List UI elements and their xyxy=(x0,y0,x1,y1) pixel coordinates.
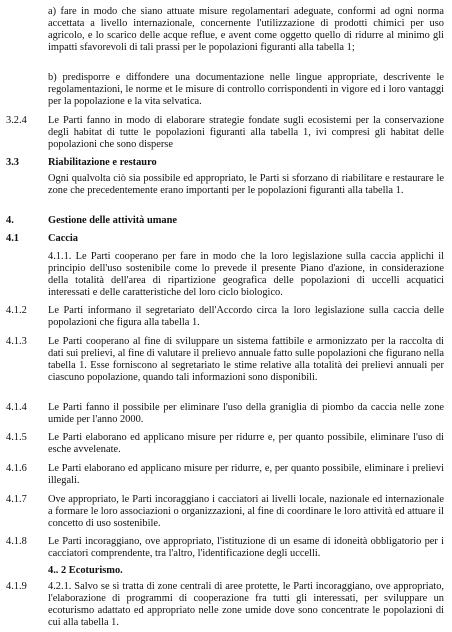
clause-number: 3.2.4 xyxy=(6,115,27,126)
section-3-3-heading xyxy=(0,157,444,169)
clause-text: Le Parti elaborano ed applicano misure per ridurre, e, per quanto possibile, eliminare i prelievi illegali. xyxy=(48,463,444,486)
clause-4-1-4 xyxy=(0,402,444,426)
section-number: 3.3 xyxy=(6,157,19,168)
section-number: 4. xyxy=(6,215,14,226)
item-b xyxy=(48,72,444,108)
clause-text: Ove appropriato, le Parti incoraggiano i cacciatori ai livelli locale, nazionale ed internazionale a formare le loro associazioni o organizzazioni, al fine di coordinare le loro attività ed attuare il concetto di uso sostenibile. xyxy=(48,494,444,529)
clause-number: 4.1.6 xyxy=(6,463,27,474)
clause-text: 4.2.1. Salvo se si tratta di zone centrali di aree protette, le Parti incoraggiano, ove appropriato, l'elaborazione di programmi di cooperazione fra tutti gli interessati, per sviluppare un ecoturismo adattato ed appropriato nelle zone umide dove sono concentrate le popolazioni di cui alla tabella 1. xyxy=(48,581,444,628)
item-a-text: a) fare in modo che siano attuate misure regolamentari adeguate, conformi ad ogni norma accettata a livello internazionale, concernente l'utilizzazione di prodotti chimici per uso agricolo, e lo scarico delle acque reflue, e avent come oggetto quello di ridurre al minimo gli impatti sfavorevoli di tali prassi per le popolazioni figuranti alla tabella 1; xyxy=(48,6,444,53)
clause-number: 4.1.2 xyxy=(6,305,27,316)
clause-4-1-5 xyxy=(0,432,444,456)
section-title: Caccia xyxy=(48,233,79,244)
clause-number: 4.1.9 xyxy=(6,581,27,592)
section-4-1-heading xyxy=(0,233,444,245)
clause-4-1-1 xyxy=(48,251,444,299)
clause-4-1-9 xyxy=(0,581,444,629)
clause-number: 4.1.4 xyxy=(6,402,27,413)
clause-4-1-3 xyxy=(0,336,444,384)
clause-text: Le Parti informano il segretariato dell'Accordo circa la loro legislazione sulla caccia delle popolazioni che figura alla tabella 1. xyxy=(48,305,444,328)
section-4-heading xyxy=(0,215,444,227)
clause-text: Le Parti elaborano ed applicano misure per ridurre e, per quanto possibile, eliminare l'uso di esche avvelenate. xyxy=(48,432,444,455)
clause-number: 4.1.8 xyxy=(6,536,27,547)
clause-text: Le Parti fanno in modo di elaborare strategie fondate sugli ecosistemi per la conservazione degli habitat di tutte le popolazioni figuranti alla tabella 1, ivi compresi gli habitat delle popolazioni che sono disperse xyxy=(48,115,444,150)
item-b-text: b) predisporre e diffondere una documentazione nelle lingue appropriate, descrivente le regolamentazioni, le norme et le misure di controllo corrispondenti in vigore ed i loro vantaggi per la popolazione e la vita selvatica. xyxy=(48,72,444,107)
clause-number: 4.1.5 xyxy=(6,432,27,443)
section-title: 4.. 2 Ecoturismo. xyxy=(48,565,123,576)
clause-text: Le Parti cooperano al fine di sviluppare un sistema fattibile e armonizzato per la raccolta di dati sui prelievi, al fine di valutare il prelievo annuale fatto sulle popolazioni che figurano nella tabella 1. Esse forniscono al segretariato le stime relative alla totalità dei prelievi annuali per ciascuno popolazione, quando tali informazioni sono disponibili. xyxy=(48,336,444,383)
clause-4-1-6 xyxy=(0,463,444,487)
section-title: Riabilitazione e restauro xyxy=(48,157,157,168)
clause-4-1-2 xyxy=(0,305,444,329)
section-4-2-heading xyxy=(48,565,444,577)
item-a xyxy=(48,6,444,54)
clause-4-1-8 xyxy=(0,536,444,560)
clause-text: 4.1.1. Le Parti cooperano per fare in modo che la loro legislazione sulla caccia applichi il principio dell'uso sostenibile come lo prevede il presente Piano d'azione, in considerazione della totalità dell'area di ripartizione geografica delle popolazioni di uccelli acquatici interessati e delle caratteristiche del loro ciclo biologico. xyxy=(48,251,444,298)
clause-3-2-4 xyxy=(0,115,444,151)
clause-4-1-7 xyxy=(0,494,444,530)
section-title: Gestione delle attività umane xyxy=(48,215,178,226)
section-3-3-paragraph: Ogni qualvolta ciò sia possibile ed appropriato, le Parti si sforzano di riabilitare e restaurare le zone che precedentemente erano importanti per le popolazioni figuranti alla tabella 1. xyxy=(48,173,444,196)
clause-number: 4.1.7 xyxy=(6,494,27,505)
section-number: 4.1 xyxy=(6,233,19,244)
clause-number: 4.1.3 xyxy=(6,336,27,347)
clause-text: Le Parti fanno il possibile per eliminare l'uso della graniglia di piombo da caccia nelle zone umide per l'anno 2000. xyxy=(48,402,444,425)
section-3-3-text xyxy=(48,173,444,197)
clause-text: Le Parti incoraggiano, ove appropriato, l'istituzione di un esame di idoneità obbligatorio per i cacciatori comprendente, tra l'altro, l'identificazione degli uccelli. xyxy=(48,536,444,559)
